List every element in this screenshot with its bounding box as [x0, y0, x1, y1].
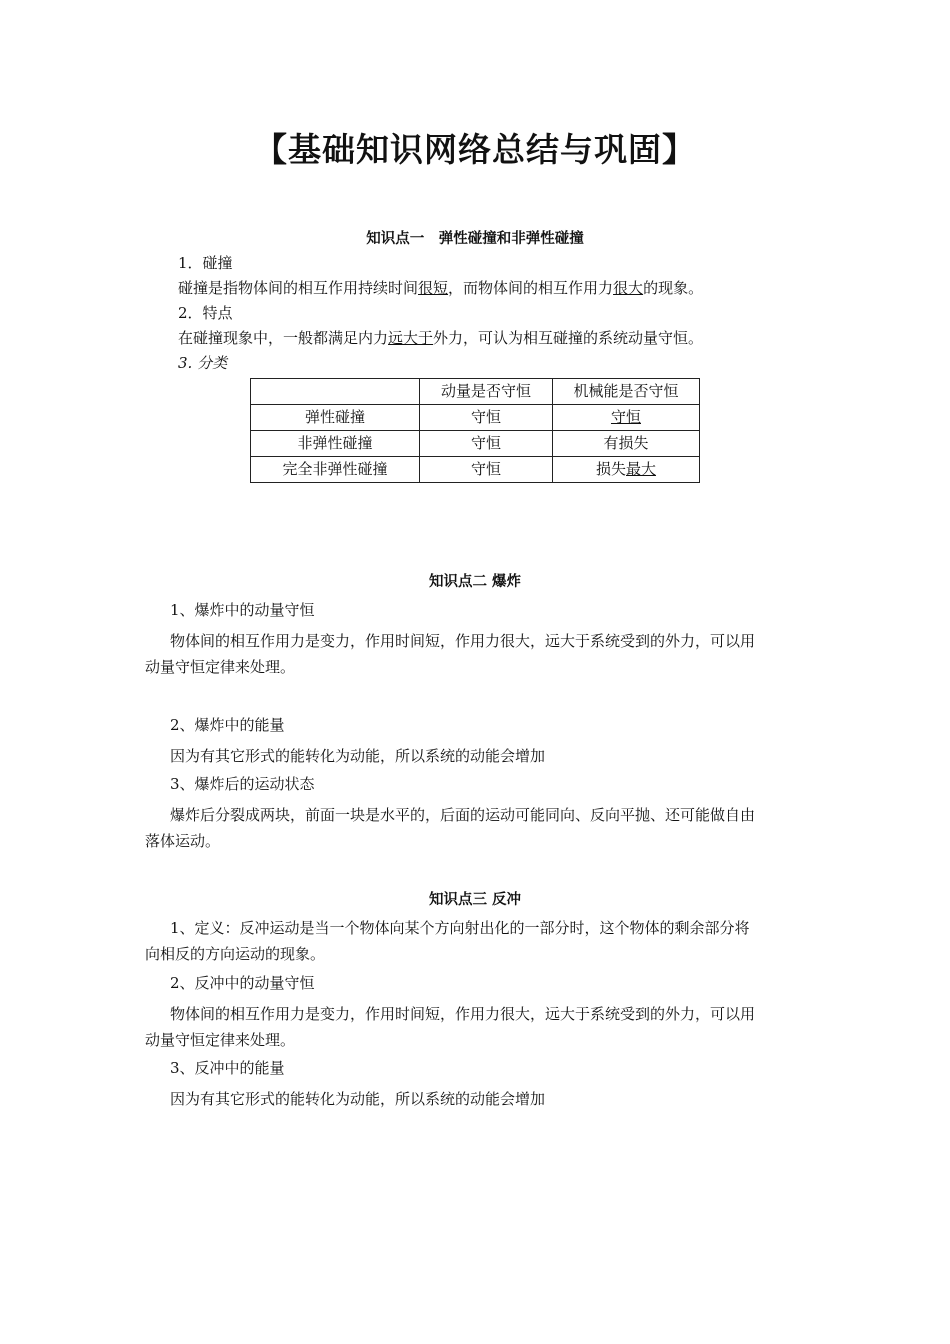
collision-underline-short: 很短	[418, 279, 449, 297]
collision-underline-large: 很大	[613, 279, 644, 297]
section2-p2-text: 因为有其它形式的能转化为动能，所以系统的动能会增加	[170, 747, 546, 765]
table-row	[251, 457, 700, 483]
section3-p3-text: 因为有其它形式的能转化为动能，所以系统的动能会增加	[170, 1090, 546, 1108]
energy-text: 损失	[595, 460, 626, 478]
section2-p3-line1: 爆炸后分裂成两块，前面一块是水平的，后面的运动可能同向、反向平抛、还可能做自由	[170, 806, 756, 824]
table-cell-type: 弹性碰撞	[251, 405, 420, 431]
section2-p1-line2: 动量守恒定律来处理。	[145, 658, 296, 676]
section3-p2-line1: 物体间的相互作用力是变力，作用时间短，作用力很大，远大于系统受到的外力，可以用	[170, 1005, 756, 1023]
page-title: 【基础知识网络总结与巩固】	[254, 130, 696, 169]
collision-definition-b: ，而物体间的相互作用力	[448, 279, 614, 297]
table-cell-type: 完全非弹性碰撞	[251, 457, 420, 483]
table-header-cell: 动量是否守恒	[420, 379, 553, 405]
section3-p2-line2: 动量守恒定律来处理。	[145, 1031, 296, 1049]
section3-p2-label: 2、反冲中的动量守恒	[170, 974, 315, 992]
section1-item3-label: 3. 分类	[178, 354, 228, 372]
table-cell-energy	[553, 405, 700, 431]
table-cell-momentum: 守恒	[420, 457, 553, 483]
section2-p1-label: 1、爆炸中的动量守恒	[170, 601, 315, 619]
section1-item2-text	[178, 327, 703, 349]
feature-underline: 远大于	[388, 329, 434, 347]
section3-heading: 知识点三 反冲	[428, 892, 522, 908]
feature-text-b: 外力，可认为相互碰撞的系统动量守恒。	[433, 329, 704, 347]
classification-table	[250, 378, 700, 483]
section3-p1-line2: 向相反的方向运动的现象。	[145, 945, 326, 963]
table-cell-energy	[553, 431, 700, 457]
section3-p1-line1: 1、定义：反冲运动是当一个物体向某个方向射出化的一部分时，这个物体的剩余部分将	[170, 919, 750, 937]
collision-definition-a: 碰撞是指物体间的相互作用持续时间	[178, 279, 419, 297]
section2-p2-label: 2、爆炸中的能量	[170, 716, 285, 734]
energy-underline: 守恒	[610, 408, 641, 426]
table-row	[251, 431, 700, 457]
section1-item1-label: 1．碰撞	[178, 254, 233, 272]
collision-definition-c: 的现象。	[643, 279, 704, 297]
section1-item2-label: 2．特点	[178, 304, 233, 322]
section2-p3-line2: 落体运动。	[145, 832, 221, 850]
table-header-cell: 机械能是否守恒	[553, 379, 700, 405]
table-header-cell	[251, 379, 420, 405]
energy-text: 有损失	[603, 434, 649, 452]
section1-heading: 知识点一 弹性碰撞和非弹性碰撞	[366, 231, 584, 247]
section1-item1-text	[178, 277, 703, 299]
section2-heading: 知识点二 爆炸	[428, 574, 522, 590]
table-cell-type: 非弹性碰撞	[251, 431, 420, 457]
feature-text-a: 在碰撞现象中，一般都满足内力	[178, 329, 389, 347]
table-header-row	[251, 379, 700, 405]
table-row	[251, 405, 700, 431]
energy-underline: 最大	[626, 460, 657, 478]
table-cell-energy	[553, 457, 700, 483]
section3-p3-label: 3、反冲中的能量	[170, 1059, 285, 1077]
table-cell-momentum: 守恒	[420, 405, 553, 431]
section2-p3-label: 3、爆炸后的运动状态	[170, 775, 315, 793]
section2-p1-line1: 物体间的相互作用力是变力，作用时间短，作用力很大，远大于系统受到的外力，可以用	[170, 632, 756, 650]
table-cell-momentum: 守恒	[420, 431, 553, 457]
